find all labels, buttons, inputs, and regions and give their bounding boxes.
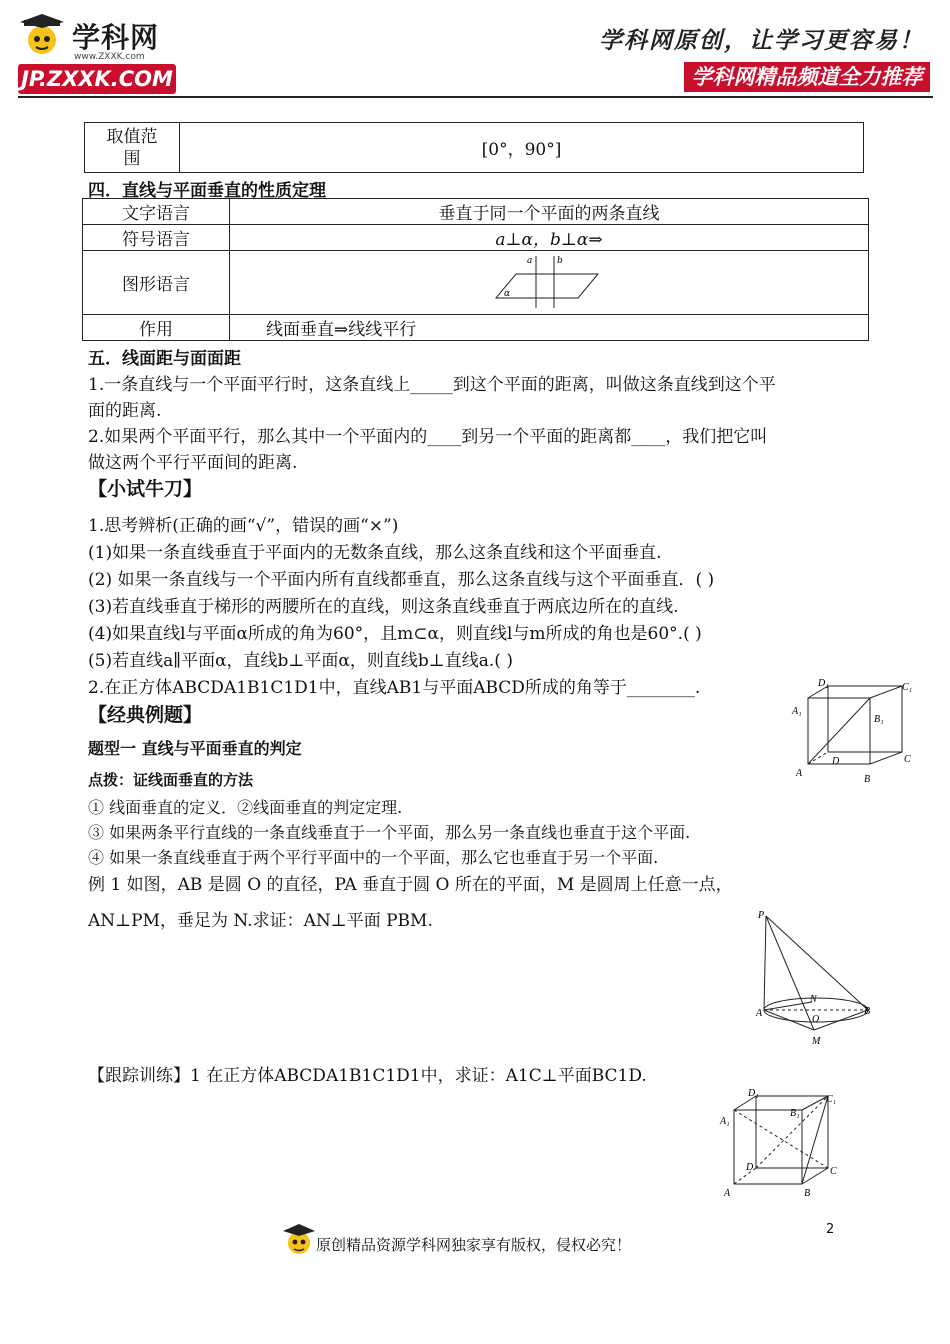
property-table <box>82 198 869 341</box>
cube-figure-1 <box>788 678 920 790</box>
svg-text:C: C <box>830 1166 837 1177</box>
svg-text:B: B <box>804 1188 811 1199</box>
row-value <box>230 225 869 251</box>
tip-item: ④ 如果一条直线垂直于两个平行平面中的一个平面，那么它也垂直于另一个平面. <box>88 848 659 867</box>
range-label-line1: 取值范 <box>106 126 158 147</box>
svg-text:C: C <box>904 754 911 765</box>
figure-label-a: a <box>527 256 533 266</box>
svg-text:C₁: C₁ <box>902 682 913 693</box>
svg-text:B₁: B₁ <box>874 714 884 725</box>
section5-p1-line1: 1.一条直线与一个平面平行时，这条直线上_____到这个平面的距离，叫做这条直线到这个平 <box>88 375 776 395</box>
row-value: 垂直于同一个平面的两条直线 <box>230 199 869 225</box>
row-label: 图形语言 <box>83 251 230 315</box>
quiz-q2: 2.在正方体ABCDA1B1C1D1中，直线AB1与平面ABCD所成的角等于________. <box>88 678 701 698</box>
tip-title: 点拨：证线面垂直的方法 <box>88 771 254 789</box>
parallel-lines-figure <box>494 252 604 308</box>
symbol-formula: a⊥α，b⊥α⇒ <box>495 230 603 250</box>
svg-text:A: A <box>724 1188 731 1199</box>
section4-title: 四．直线与平面垂直的性质定理 <box>88 181 326 201</box>
section5-p2-line2: 做这两个平行平面间的距离. <box>88 453 298 473</box>
cone-figure <box>752 906 882 1046</box>
example1-line1: 例 1 如图，AB 是圆 O 的直径，PA 垂直于圆 O 所在的平面，M 是圆周上任意一点， <box>88 875 733 895</box>
footer-copyright: 原创精品资源学科网独家享有版权，侵权必究！ <box>316 1236 632 1254</box>
section5-p1-line2: 面的距离. <box>88 401 162 421</box>
svg-text:D₁: D₁ <box>748 1088 759 1099</box>
svg-text:N: N <box>810 994 817 1005</box>
example1-line2: AN⊥PM，垂足为 N.求证：AN⊥平面 PBM. <box>88 911 433 931</box>
svg-text:P: P <box>758 910 765 921</box>
quiz-item: (4)如果直线l与平面α所成的角为60°，且m⊂α，则直线l与m所成的角也是60°.( ) <box>88 624 702 644</box>
logo <box>18 12 183 96</box>
quiz-item: (3)若直线垂直于梯形的两腰所在的直线，则这条直线垂直于两底边所在的直线. <box>88 597 679 617</box>
svg-text:A: A <box>796 768 803 779</box>
quiz-item: (1)如果一条直线垂直于平面内的无数条直线，那么这条直线和这个平面垂直. <box>88 543 662 563</box>
examples-title: 【经典例题】 <box>88 704 203 726</box>
quiz-item: (5)若直线a∥平面α，直线b⊥平面α，则直线b⊥直线a.( ) <box>88 651 513 671</box>
svg-text:D₁: D₁ <box>818 678 829 689</box>
page-number: 2 <box>826 1222 835 1237</box>
type1-title: 题型一 直线与平面垂直的判定 <box>88 739 302 758</box>
tip-item: ① 线面垂直的定义．②线面垂直的判定定理. <box>88 798 403 817</box>
logo-banner: JP.ZXXK.COM <box>18 64 176 94</box>
row-label: 作用 <box>83 315 230 341</box>
svg-text:O: O <box>812 1014 820 1025</box>
header-divider <box>18 96 933 98</box>
range-table <box>84 122 864 173</box>
range-label <box>85 123 180 173</box>
quiz-title: 【小试牛刀】 <box>88 478 203 500</box>
figure-cell <box>230 251 869 315</box>
tip-item: ③ 如果两条平行直线的一条直线垂直于一个平面，那么另一条直线也垂直于这个平面. <box>88 823 691 842</box>
figure-label-b: b <box>557 256 563 266</box>
svg-text:D: D <box>832 756 840 767</box>
footer-mascot-icon <box>282 1222 316 1256</box>
header-banner: 学科网精品频道全力推荐 <box>684 62 930 92</box>
section5-title: 五．线面距与面面距 <box>88 349 241 369</box>
svg-text:M: M <box>812 1036 821 1046</box>
svg-text:B: B <box>864 1006 871 1017</box>
row-value: 线面垂直⇒线线平行 <box>230 315 869 341</box>
figure-label-alpha: α <box>504 289 511 299</box>
svg-text:C₁: C₁ <box>826 1094 837 1105</box>
svg-text:A: A <box>756 1008 763 1019</box>
svg-text:A₁: A₁ <box>792 706 802 717</box>
range-value: [0°，90°] <box>180 123 864 173</box>
svg-text:B: B <box>864 774 871 785</box>
range-label-line2: 围 <box>123 148 141 169</box>
row-label: 符号语言 <box>83 225 230 251</box>
row-label: 文字语言 <box>83 199 230 225</box>
svg-text:D: D <box>746 1162 754 1173</box>
logo-text: 学科网 <box>72 21 160 54</box>
cube-figure-2 <box>718 1084 844 1200</box>
header-slogan: 学科网原创，让学习更容易！ <box>599 27 924 54</box>
svg-text:A₁: A₁ <box>720 1116 730 1127</box>
practice-1: 【跟踪训练】1 在正方体ABCDA1B1C1D1中，求证：A1C⊥平面BC1D. <box>88 1066 647 1086</box>
quiz-q1: 1.思考辨析(正确的画“√”，错误的画“×”) <box>88 516 399 536</box>
svg-text:B₁: B₁ <box>790 1108 800 1119</box>
section5-p2-line1: 2.如果两个平面平行，那么其中一个平面内的____到另一个平面的距离都____，我们把它叫 <box>88 427 768 447</box>
quiz-item: (2) 如果一条直线与一个平面内所有直线都垂直，那么这条直线与这个平面垂直．( ) <box>88 570 715 590</box>
logo-site: www.ZXXK.com <box>74 52 145 62</box>
